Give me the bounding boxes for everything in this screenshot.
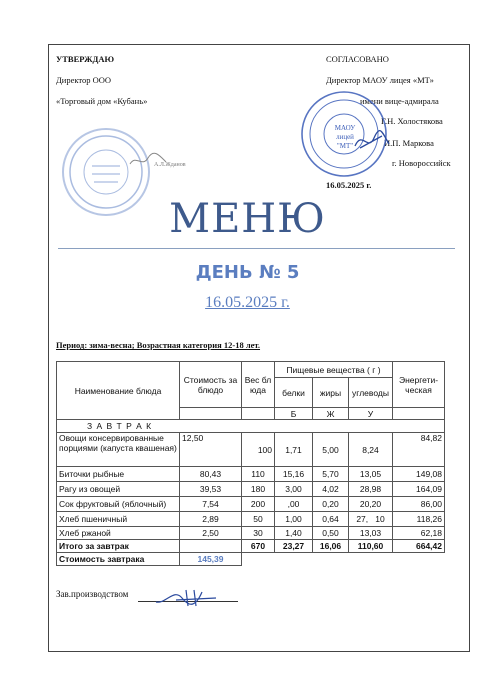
table-row-weight: 50: [242, 512, 275, 527]
cost-row-value: 145,39: [180, 553, 242, 566]
footer-signature: [152, 584, 222, 615]
col-header-weight: Вес блюда: [242, 362, 275, 408]
agreer-school-name: Г.Н. Холостякова: [381, 116, 443, 126]
label-zh: Ж: [313, 408, 349, 420]
table-row-name: Биточки рыбные: [57, 467, 180, 482]
table-row-fat: 5,70: [313, 467, 349, 482]
table-row-weight: 100: [242, 433, 275, 467]
col-header-fat: жиры: [313, 378, 349, 408]
col-header-protein: белки: [275, 378, 313, 408]
table-row-name: Рагу из овощей: [57, 482, 180, 497]
table-row-carbs: 8,24: [349, 433, 393, 467]
menu-date: 16.05.2025 г.: [205, 294, 290, 311]
table-row-cost: 7,54: [180, 497, 242, 512]
table-row-name: Хлеб пшеничный: [57, 512, 180, 527]
table-row-protein: 15,16: [275, 467, 313, 482]
approver-position: Директор ООО: [56, 75, 112, 85]
empty-cell: [242, 408, 275, 420]
table-row-energy: 149,08: [393, 467, 445, 482]
col-header-cost: Стоимость за блюдо: [180, 362, 242, 408]
agreer-position: Директор МАОУ лицея «МТ»: [326, 75, 434, 85]
total-row-label: Итого за завтрак: [57, 540, 180, 553]
agreer-city: г. Новороссийск: [392, 158, 451, 168]
table-row-weight: 30: [242, 527, 275, 540]
table-row-cost: 2,50: [180, 527, 242, 540]
table-row-name: Хлеб ржаной: [57, 527, 180, 540]
table-row-weight: 200: [242, 497, 275, 512]
agreer-school-line: имени вице-адмирала: [360, 96, 439, 106]
empty-cell: [393, 408, 445, 420]
table-row-energy: 164,09: [393, 482, 445, 497]
table-row-weight: 180: [242, 482, 275, 497]
table-row-protein: 3,00: [275, 482, 313, 497]
agreer-name: И.П. Маркова: [384, 138, 434, 148]
table-row-carbs: 27, 10: [349, 512, 393, 527]
label-b: Б: [275, 408, 313, 420]
table-row-name: Сок фруктовый (яблочный): [57, 497, 180, 512]
table-row-fat: 0,20: [313, 497, 349, 512]
table-row-fat: 0,64: [313, 512, 349, 527]
right-signature: [352, 128, 392, 159]
table-row-carbs: 20,20: [349, 497, 393, 512]
day-heading: ДЕНЬ № 5: [195, 262, 300, 283]
approve-heading: УТВЕРЖДАЮ: [56, 54, 115, 64]
table-row-cost: 39,53: [180, 482, 242, 497]
table-row-protein: ,00: [275, 497, 313, 512]
left-signer-name: А.Л.Жданов: [154, 162, 186, 168]
agreement-date: 16.05.2025 г.: [326, 180, 372, 190]
table-row-protein: 1,71: [275, 433, 313, 467]
total-row-fat: 16,06: [313, 540, 349, 553]
table-row-cost: 2,89: [180, 512, 242, 527]
empty-cell: [180, 540, 242, 553]
empty-cell: [180, 408, 242, 420]
footer-label: Зав.производством: [56, 589, 129, 599]
table-row-energy: 84,82: [393, 433, 445, 467]
total-row-protein: 23,27: [275, 540, 313, 553]
cost-row-label: Стоимость завтрака: [57, 553, 180, 566]
table-row-carbs: 28,98: [349, 482, 393, 497]
table-row-cost: 12,50: [180, 433, 242, 467]
total-row-energy: 664,42: [393, 540, 445, 553]
table-row-energy: 86,00: [393, 497, 445, 512]
section-breakfast: З А В Т Р А К: [57, 420, 445, 433]
table-row-weight: 110: [242, 467, 275, 482]
table-row-name: Овощи консервированные порциями (капуста квашеная): [57, 433, 180, 467]
period-line: Период: зима-весна; Возрастная категория 12-18 лет.: [56, 340, 261, 350]
approver-company: «Торговый дом «Кубань»: [56, 96, 148, 106]
table-row-energy: 62,18: [393, 527, 445, 540]
table-row-carbs: 13,05: [349, 467, 393, 482]
title-divider: [58, 248, 455, 249]
table-row-fat: 5,00: [313, 433, 349, 467]
table-row-protein: 1,00: [275, 512, 313, 527]
table-row-protein: 1,40: [275, 527, 313, 540]
page-title: МЕНЮ: [169, 196, 326, 242]
empty-cell: [242, 553, 445, 566]
col-header-nutrients: Пищевые вещества ( г ): [275, 362, 393, 378]
table-row-fat: 0,50: [313, 527, 349, 540]
table-row-cost: 80,43: [180, 467, 242, 482]
table-row-carbs: 13,03: [349, 527, 393, 540]
col-header-carbs: углеводы: [349, 378, 393, 408]
agree-heading: СОГЛАСОВАНО: [326, 54, 389, 64]
label-u: У: [349, 408, 393, 420]
total-row-weight: 670: [242, 540, 275, 553]
table-row-energy: 118,26: [393, 512, 445, 527]
total-row-carbs: 110,60: [349, 540, 393, 553]
menu-table: [56, 361, 445, 566]
school-seal-text: МАОУ лицей "МТ": [334, 124, 356, 150]
table-row-fat: 4,02: [313, 482, 349, 497]
col-header-energy: Энергети-ческая: [393, 362, 445, 408]
col-header-name: Наименование блюда: [57, 362, 180, 420]
